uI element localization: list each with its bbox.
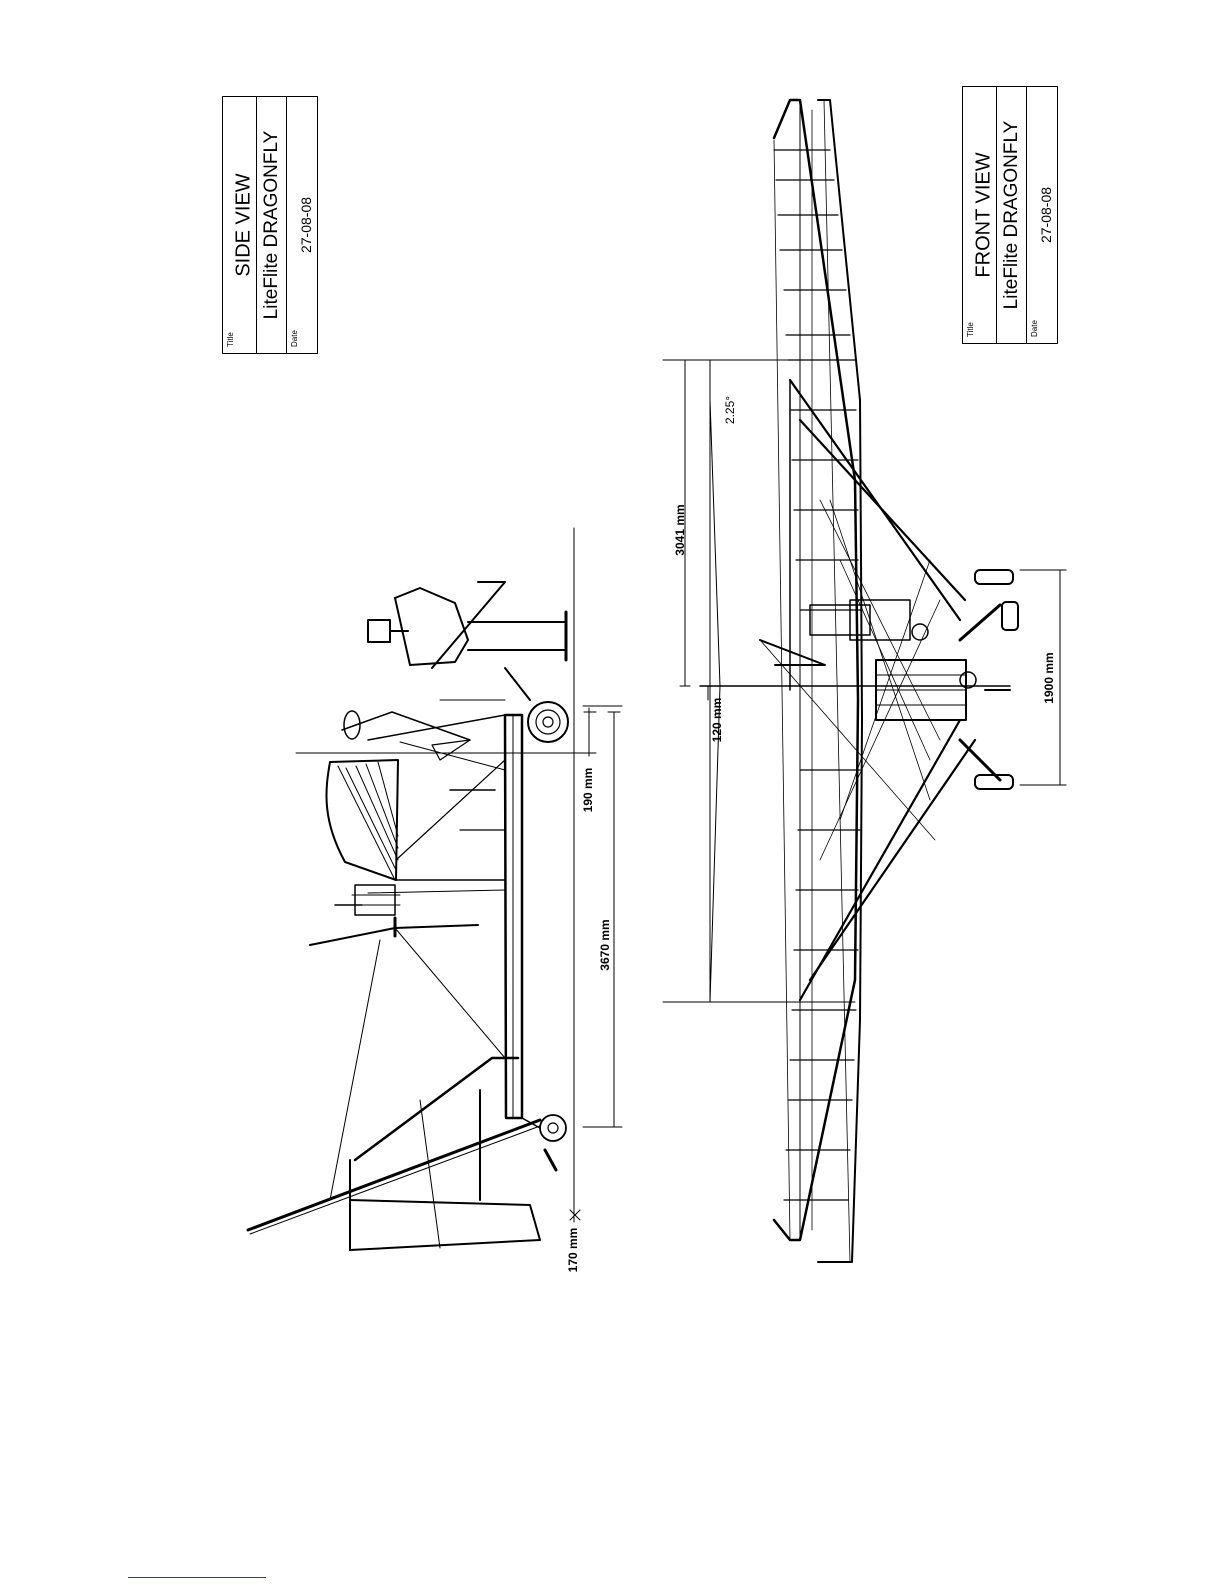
- aircraft-name: LiteFlite DRAGONFLY: [1000, 120, 1022, 310]
- tail-height-dimension: 170 mm: [566, 1227, 580, 1273]
- wheelbase-dimension: 3670 mm: [598, 919, 612, 971]
- center-offset-dimension: 120 mm: [710, 697, 724, 743]
- date-label: Date: [1030, 320, 1039, 337]
- view-title: FRONT VIEW: [972, 152, 994, 278]
- view-title: SIDE VIEW: [232, 173, 254, 277]
- title-label: Title: [966, 322, 975, 337]
- front-view-dimension-lines: [663, 360, 1066, 1002]
- side-view-aircraft: [248, 528, 622, 1250]
- name-cell: [997, 87, 1027, 343]
- half-span-dimension: 3041 mm: [673, 504, 687, 556]
- title-cell: [223, 97, 257, 353]
- front-view-title-block: [962, 86, 1058, 344]
- date-cell: [287, 97, 317, 353]
- aircraft-name: LiteFlite DRAGONFLY: [260, 130, 282, 320]
- name-cell: [257, 97, 287, 353]
- date-cell: [1027, 87, 1057, 343]
- side-view-title-block: [222, 96, 318, 354]
- track-dimension: 1900 mm: [1042, 652, 1056, 704]
- side-view-dimension-lines: [570, 708, 620, 1220]
- date-label: Date: [290, 330, 299, 347]
- drawing-date: 27-08-08: [298, 196, 314, 254]
- footer-rule: [128, 1577, 266, 1578]
- dihedral-angle-dimension: 2.25°: [723, 395, 737, 425]
- drawing-date: 27-08-08: [1038, 186, 1054, 244]
- title-cell: [963, 87, 997, 343]
- title-label: Title: [226, 332, 235, 347]
- main-gear-offset-dimension: 190 mm: [581, 767, 595, 813]
